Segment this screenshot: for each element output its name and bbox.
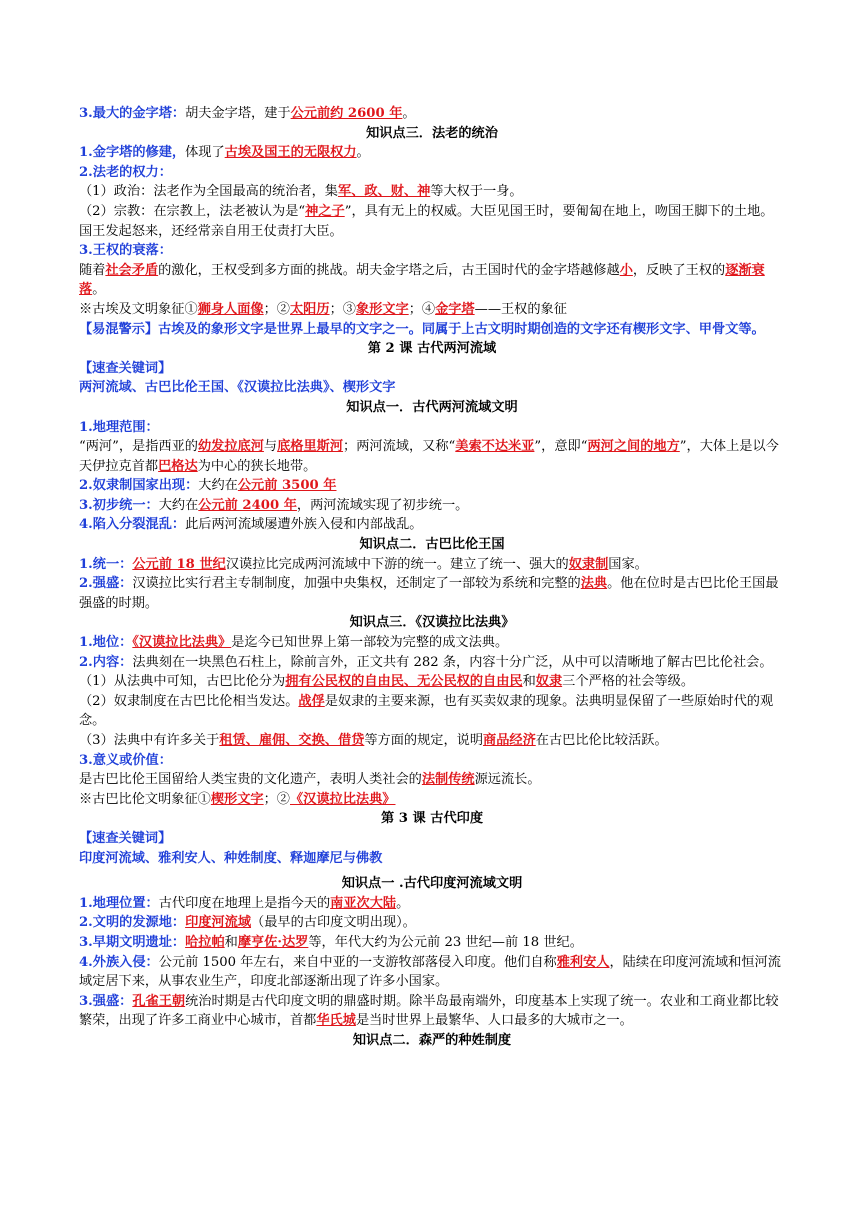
text-line: [79, 953, 785, 992]
section-heading: [79, 339, 785, 359]
key-term: 华氏城: [316, 1013, 356, 1029]
section-heading: [79, 535, 785, 555]
key-term: 公元前 2400 年: [198, 497, 297, 513]
body-text: ”，意即“: [534, 439, 588, 455]
key-term: 象形文字: [355, 301, 409, 317]
section-heading: [79, 874, 785, 894]
text-line: [79, 378, 785, 398]
body-text: 体现了: [185, 145, 225, 161]
body-text: 随着: [79, 262, 106, 278]
key-term: 法制传统: [421, 772, 475, 788]
text-line: [79, 555, 785, 575]
text-line: [79, 574, 785, 613]
body-text: 古代印度在地理上是指今天的: [158, 895, 331, 911]
body-text: 。: [402, 106, 416, 121]
label-text: 3.强盛：: [79, 993, 133, 1009]
section-heading: [79, 613, 785, 633]
text-line: [79, 849, 785, 869]
label-text: 1.统一：: [79, 556, 133, 572]
key-term: 逐渐衰落: [79, 262, 765, 298]
label-text: 3.早期文明遗址：: [79, 934, 186, 950]
key-term: 《汉谟拉比法典》: [132, 635, 232, 651]
label-text: 4.陷入分裂混乱：: [79, 517, 186, 533]
body-text: 此后两河流域屡遭外族入侵和内部战乱。: [185, 517, 423, 533]
body-text: （1）从法典中可知，古巴比伦分为: [79, 674, 286, 690]
body-text: 与: [263, 439, 278, 455]
text-line: [79, 182, 785, 202]
body-text: ※古埃及文明象征①: [79, 301, 198, 317]
body-text: 为中心的狭长地带。: [197, 458, 317, 474]
body-text: ；②: [263, 301, 290, 317]
key-term: 小: [619, 262, 633, 278]
label-text: 1.金字塔的修建，: [79, 145, 186, 161]
text-line: [79, 241, 785, 261]
key-term: 美索不达米亚: [455, 439, 535, 455]
key-term: 幼发拉底河: [197, 439, 264, 455]
body-text: 法典刻在一块黑色石柱上，除前言外，正文共有 282 条，内容十分广泛，从中可以清晰地了解古巴比伦社会。: [132, 654, 773, 670]
body-text: 是当时世界上最繁华、人口最多的大城市之一。: [355, 1013, 633, 1029]
body-text: 知识点三．《汉谟拉比法典》: [349, 615, 515, 631]
body-text: ——王权的象征: [474, 301, 567, 317]
text-line: [79, 731, 785, 751]
text-line: [79, 894, 785, 914]
text-line: [79, 913, 785, 933]
body-text: “两河”，是指西亚的: [79, 439, 198, 455]
key-term: 哈拉帕: [185, 934, 225, 950]
key-term: 狮身人面像: [197, 301, 264, 317]
body-text: 知识点二．古巴比伦王国: [359, 537, 505, 553]
body-text: 。: [356, 145, 370, 161]
body-text: 是奴隶的主要来源，也有买卖奴隶的现象。法典明显保留了一些原始时代的观念。: [79, 693, 774, 729]
key-term: 拥有公民权的自由民、无公民权的自由民: [285, 674, 523, 690]
key-term: 奴隶: [535, 674, 563, 690]
body-text: ；②: [263, 791, 290, 807]
key-term: 两河之间的地方: [587, 439, 680, 455]
key-term: 法典: [580, 576, 608, 592]
body-text: 和: [522, 674, 536, 690]
body-text: ；③: [329, 301, 356, 317]
text-line: [79, 692, 785, 731]
body-text: 知识点一 .古代印度河流域文明: [341, 876, 523, 892]
label-text: 2.文明的发源地：: [79, 915, 186, 931]
body-text: 知识点一．古代两河流域文明: [346, 399, 518, 415]
text-line: [79, 202, 785, 241]
key-term: 摩亨佐·达罗: [237, 934, 309, 950]
key-term: 楔形文字: [210, 791, 264, 807]
label-text: 3.王权的衰落：: [79, 243, 172, 259]
text-line: [79, 104, 785, 124]
key-term: 租赁、雇佣、交换、借贷: [219, 733, 365, 748]
body-text: 大约在: [158, 497, 199, 513]
key-term: 公元前 3500 年: [237, 478, 337, 494]
key-term: 孔雀王朝: [132, 993, 186, 1009]
text-line: [79, 476, 785, 496]
key-term: 神之子: [305, 203, 345, 219]
body-text: 。: [92, 282, 106, 298]
text-line: [79, 515, 785, 535]
body-text: 汉谟拉比完成两河流域中下游的统一。建立了统一、强大的: [225, 556, 569, 572]
body-text: 等，年代大约为公元前 23 世纪—前 18 世纪。: [308, 934, 583, 950]
key-term: 公元前约 2600 年: [290, 106, 403, 121]
body-text: 在古巴比伦比较活跃。: [535, 733, 668, 748]
text-line: [79, 770, 785, 790]
text-line: [79, 933, 785, 953]
key-term: 印度河流域: [185, 915, 252, 931]
key-term: 古埃及国王的无限权力: [224, 145, 357, 161]
label-text: 2.奴隶制国家出现：: [79, 478, 199, 494]
text-line: [79, 790, 785, 810]
body-text: 知识点三．法老的统治: [366, 125, 498, 141]
label-text: 4.外族入侵：: [79, 954, 159, 970]
body-text: 统治时期是古代印度文明的鼎盛时期。除半岛最南端外，印度基本上实现了统一。农业和工商业都比较繁荣，出现了许多工商业中心城市，首都: [79, 993, 779, 1029]
key-term: 军、政、财、神: [337, 184, 431, 200]
text-line: [79, 672, 785, 692]
body-text: （2）奴隶制度在古巴比伦相当发达。: [79, 693, 299, 709]
body-text: 国家。: [608, 556, 648, 572]
key-term: 金字塔: [435, 301, 475, 317]
text-line: [79, 261, 785, 300]
body-text: ；两河流域，又称“: [343, 439, 456, 455]
label-text: 2.强盛：: [79, 576, 133, 592]
key-term: 《汉谟拉比法典》: [290, 791, 396, 807]
text-line: [79, 320, 785, 340]
text-line: [79, 359, 785, 379]
label-text: 1.地理位置：: [79, 895, 159, 911]
body-text: 大约在: [198, 478, 238, 494]
body-text: （3）法典中有许多关于: [79, 733, 220, 748]
body-text: ※古巴比伦文明象征①: [79, 791, 211, 807]
key-term: 社会矛盾: [105, 262, 159, 278]
text-line: [79, 829, 785, 849]
key-term: 奴隶制: [568, 556, 609, 572]
text-line: [79, 418, 785, 438]
key-term: 底格里斯河: [277, 439, 344, 455]
section-heading: [79, 398, 785, 418]
label-text: 3.初步统一：: [79, 497, 159, 513]
body-text: 源远流长。: [474, 772, 541, 788]
body-text: 的激化，王权受到多方面的挑战。胡夫金字塔之后，古王国时代的金字塔越修越: [158, 262, 620, 278]
body-text: （2）宗教：在宗教上，法老被认为是“: [79, 203, 306, 219]
text-line: [79, 163, 785, 183]
text-line: [79, 653, 785, 673]
body-text: ”，具有无上的权威。大臣见国王时，要匍匐在地上，吻国王脚下的土地。国王发起怒来，还经常亲自用王仗责打大臣。: [79, 203, 774, 239]
body-text: ；④: [408, 301, 436, 317]
label-text: 【速查关键词】: [79, 360, 172, 376]
body-text: 汉谟拉比实行君主专制制度，加强中央集权，还制定了一部较为系统和完整的: [132, 576, 581, 592]
key-term: 商品经济: [483, 733, 536, 748]
body-text: ，反映了王权的: [632, 262, 726, 278]
label-text: 1.地位：: [79, 635, 133, 651]
body-text: 是古巴比伦王国留给人类宝贵的文化遗产，表明人类社会的: [79, 772, 422, 788]
key-term: 太阳历: [290, 301, 330, 317]
body-text: 三个严格的社会等级。: [562, 674, 695, 690]
text-line: [79, 633, 785, 653]
text-line: [79, 143, 785, 163]
body-text: 和: [224, 934, 238, 950]
text-line: [79, 751, 785, 771]
label-text: 3.意义或价值：: [79, 752, 172, 768]
label-text: 1.地理范围：: [79, 419, 159, 435]
section-heading: [79, 1031, 785, 1051]
text-line: [79, 496, 785, 516]
text-line: [79, 300, 785, 320]
body-text: 。他在位时是古巴比伦王国最强盛的时期。: [79, 576, 779, 611]
body-text: 等方面的规定，说明: [364, 733, 484, 748]
label-text: 【速查关键词】: [79, 830, 172, 846]
body-text: （1）政治：法老作为全国最高的统治者，集: [79, 184, 338, 200]
label-text: 【易混警示】古埃及的象形文字是世界上最早的文字之一。同属于上古文明时期创造的文字还有楔形文字、甲骨文等。: [79, 321, 765, 337]
label-text: 2.内容：: [79, 654, 133, 670]
body-text: （最早的古印度文明出现）。: [251, 915, 416, 931]
body-text: 第 2 课 古代两河流域: [367, 341, 497, 357]
body-text: ，陆续在印度河流域和恒河流域定居下来，从事农业生产，印度北部逐渐出现了许多小国家。: [79, 954, 781, 990]
body-text: 公元前 1500 年左右，来自中亚的一支游牧部落侵入印度。他们自称: [158, 954, 557, 970]
label-text: 印度河流域、雅利安人、种姓制度、释迦摩尼与佛教: [79, 850, 383, 866]
body-text: 胡夫金字塔，建于: [185, 106, 291, 121]
body-text: 等大权于一身。: [430, 184, 523, 200]
text-line: [79, 992, 785, 1031]
body-text: 是迄今已知世界上第一部较为完整的成文法典。: [231, 635, 509, 651]
key-term: 公元前 18 世纪: [132, 556, 226, 572]
section-heading: [79, 809, 785, 829]
key-term: 战俘: [298, 693, 325, 709]
label-text: 两河流域、古巴比伦王国、《汉谟拉比法典》、楔形文字: [79, 380, 396, 396]
body-text: ，两河流域实现了初步统一。: [296, 497, 469, 513]
document-page: [79, 104, 785, 1051]
body-text: 。: [396, 895, 410, 911]
key-term: 南亚次大陆: [330, 895, 397, 911]
key-term: 巴格达: [158, 458, 198, 474]
label-text: 3.最大的金字塔：: [79, 106, 186, 121]
key-term: 雅利安人: [556, 954, 610, 970]
body-text: ”，大体上是以今天伊拉克首都: [79, 439, 779, 474]
text-line: [79, 437, 785, 476]
body-text: 第 3 课 古代印度: [380, 811, 484, 827]
body-text: 知识点二．森严的种姓制度: [352, 1032, 512, 1048]
label-text: 2.法老的权力：: [79, 164, 172, 180]
section-heading: [79, 124, 785, 144]
